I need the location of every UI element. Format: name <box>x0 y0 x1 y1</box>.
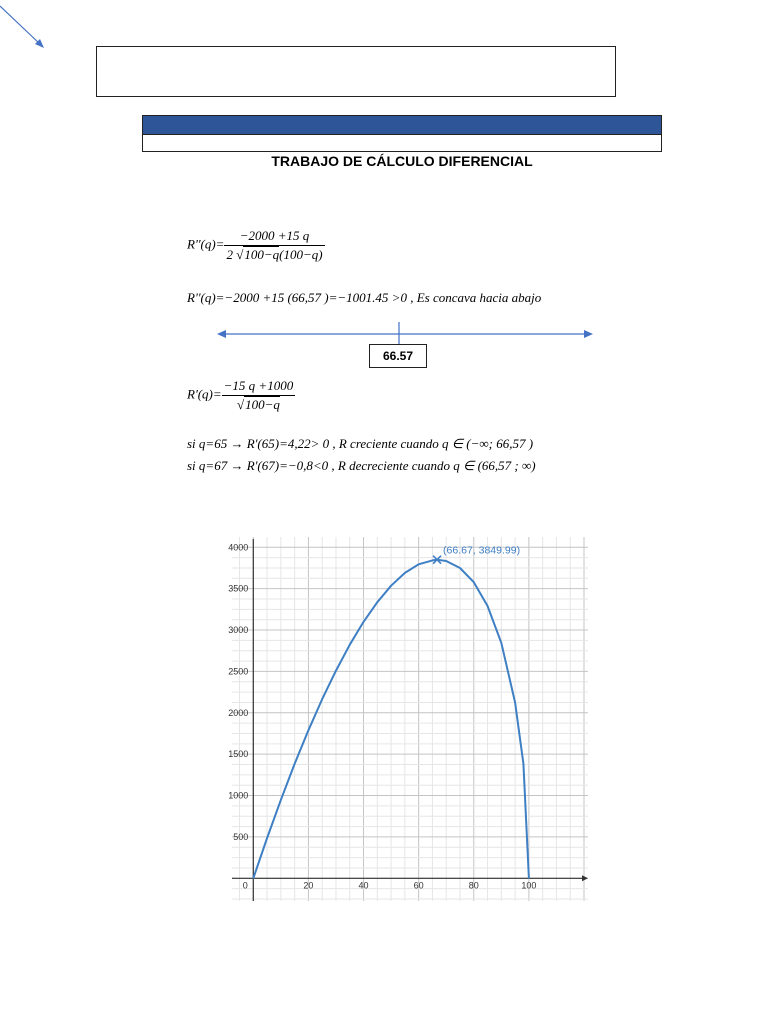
first-derivative-fraction <box>222 378 296 413</box>
data-point <box>266 837 267 838</box>
x-tick-label: 40 <box>358 880 369 891</box>
data-point <box>308 730 309 731</box>
critical-point-box <box>369 344 427 368</box>
data-point <box>459 567 460 568</box>
y-tick-label: 3000 <box>228 625 249 636</box>
data-point <box>377 602 378 603</box>
y-tick-label: 3500 <box>228 583 249 594</box>
second-derivative-denominator-prefix: 2 √ <box>226 247 244 262</box>
data-point <box>501 642 502 643</box>
sign-test-67: si q=67 → R'(67)=−0,8<0 , R decreciente cuando q ∈ (66,57 ; ∞) <box>187 458 536 473</box>
data-point <box>432 560 433 561</box>
data-point <box>487 605 488 606</box>
data-point <box>294 763 295 764</box>
title-banner <box>142 115 662 135</box>
x-tick-label: 60 <box>413 880 424 891</box>
data-point <box>523 763 524 764</box>
y-tick-label: 1000 <box>228 790 249 801</box>
data-point <box>515 702 516 703</box>
max-point-label: (66.67, 3849.99) <box>443 544 521 557</box>
number-line <box>215 322 595 346</box>
second-derivative-fraction <box>224 228 324 263</box>
x-tick-label: 100 <box>521 880 537 891</box>
title-banner-row <box>142 133 662 152</box>
data-point <box>418 564 419 565</box>
y-tick-label: 1500 <box>228 749 249 760</box>
data-point <box>335 670 336 671</box>
data-point <box>404 572 405 573</box>
second-derivative-denominator-root: 100−q <box>244 247 280 262</box>
y-tick-label: 4000 <box>228 542 249 553</box>
data-point <box>280 799 281 800</box>
data-point <box>349 644 350 645</box>
x-tick-label: 0 <box>242 880 248 891</box>
sign-test-65: si q=65 → R'(65)=4,22> 0 , R creciente cuando q ∈ (−∞; 66,57 ) <box>187 436 534 451</box>
data-point <box>363 621 364 622</box>
second-derivative-formula <box>187 228 325 263</box>
document-title: TRABAJO DE CÁLCULO DIFERENCIAL <box>271 153 533 169</box>
corner-arrow-icon <box>0 0 60 60</box>
data-point <box>322 699 323 700</box>
second-derivative-numerator: −2000 +15 q <box>224 228 324 246</box>
first-derivative-numerator: −15 q +1000 <box>222 378 296 396</box>
first-derivative-formula <box>187 378 295 413</box>
data-point <box>473 582 474 583</box>
chart-background <box>232 537 588 901</box>
x-tick-label: 80 <box>468 880 479 891</box>
second-derivative-lhs: R''(q)= <box>187 236 225 252</box>
y-tick-label: 2000 <box>228 707 249 718</box>
data-point <box>253 878 254 879</box>
revenue-chart <box>228 537 588 901</box>
data-point <box>446 560 447 561</box>
x-tick-label: 20 <box>303 880 314 891</box>
concavity-evaluation: R''(q)=−2000 +15 (66,57 )=−1001.45 >0 , Es concava hacia abajo <box>187 290 542 305</box>
y-tick-label: 500 <box>233 831 249 842</box>
data-point <box>528 878 529 879</box>
header-box <box>96 46 616 97</box>
critical-point-label: 66.57 <box>382 349 414 363</box>
first-derivative-denominator-root: 100−q <box>245 397 280 412</box>
first-derivative-denominator-prefix: √ <box>236 397 245 412</box>
second-derivative-denominator-suffix: (100−q) <box>279 247 323 262</box>
first-derivative-lhs: R'(q)= <box>187 386 222 402</box>
data-point <box>390 585 391 586</box>
y-tick-label: 2500 <box>228 666 249 677</box>
